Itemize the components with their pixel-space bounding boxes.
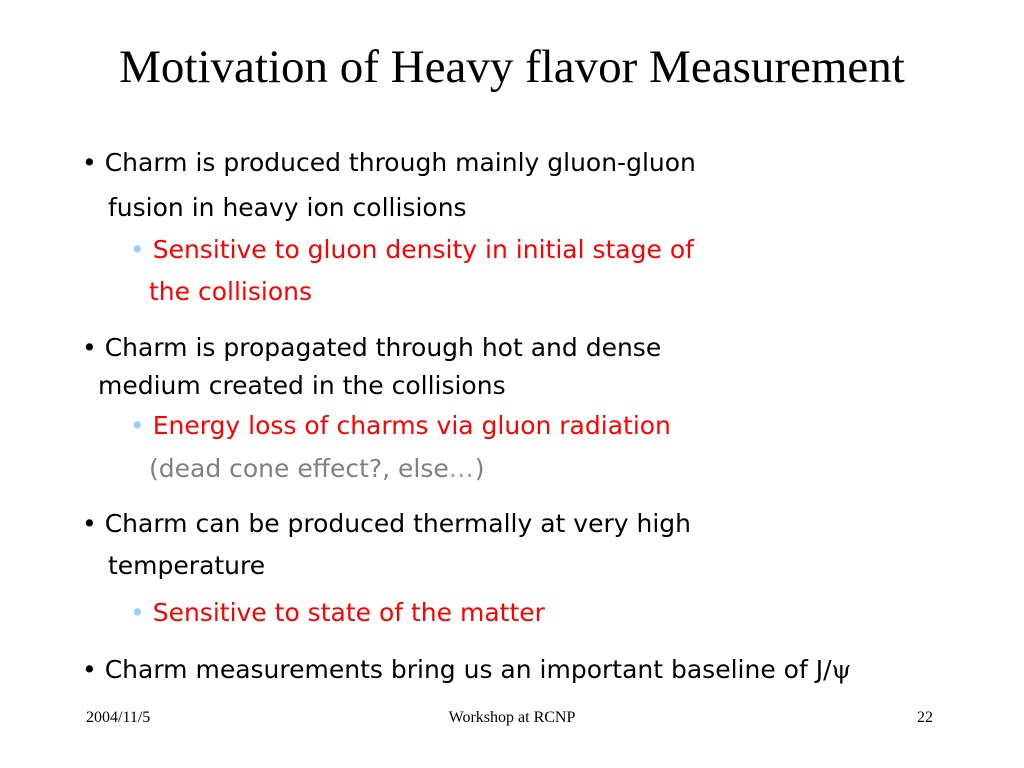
footer-page-number: 22 [917, 709, 933, 726]
bullet-icon: • [82, 148, 97, 177]
sub-bullet-icon: • [130, 598, 145, 627]
bullet-item-3 [82, 509, 691, 539]
sub-bullet-item-3 [130, 598, 545, 628]
bullet-text: Charm is produced through mainly gluon-gluon [104, 148, 696, 177]
bullet-text: Charm is propagated through hot and dense [104, 333, 662, 362]
bullet-item-1 [82, 148, 696, 178]
sub-bullet-icon: • [130, 235, 145, 264]
bullet-icon: • [82, 333, 97, 362]
bullet-item-2 [82, 333, 661, 363]
bullet-item-1-continuation: fusion in heavy ion collisions [108, 193, 467, 222]
bullet-item-2-continuation: medium created in the collisions [98, 371, 506, 400]
bullet-icon: • [82, 655, 97, 684]
closing-paren: ) [474, 454, 485, 483]
sub-bullet-item-1 [130, 235, 694, 265]
sub-bullet-icon: • [130, 411, 145, 440]
sub-bullet-text: Sensitive to state of the matter [152, 598, 545, 627]
ellipsis: … [448, 454, 475, 483]
psi-symbol: ψ [831, 655, 852, 684]
sub-bullet-item-2 [130, 411, 671, 441]
bullet-text: Charm can be produced thermally at very high [104, 509, 692, 538]
bullet-text: Charm measurements bring us an important baseline of J/ [104, 655, 832, 684]
sub-bullet-item-1-continuation: the collisions [149, 277, 312, 306]
sub-bullet-text: Sensitive to gluon density in initial stage of [152, 235, 694, 264]
bullet-item-4 [82, 655, 851, 685]
sub-bullet-text: Energy loss of charms via gluon radiation [152, 411, 671, 440]
bullet-item-3-continuation: temperature [108, 551, 266, 580]
footer-event: Workshop at RCNP [448, 709, 576, 726]
dead-cone-text: (dead cone effect?, else [149, 454, 449, 483]
footer-date: 2004/11/5 [86, 709, 151, 726]
bullet-icon: • [82, 509, 97, 538]
sub-bullet-item-2-continuation [149, 454, 485, 484]
slide-title: Motivation of Heavy flavor Measurement [119, 41, 905, 93]
